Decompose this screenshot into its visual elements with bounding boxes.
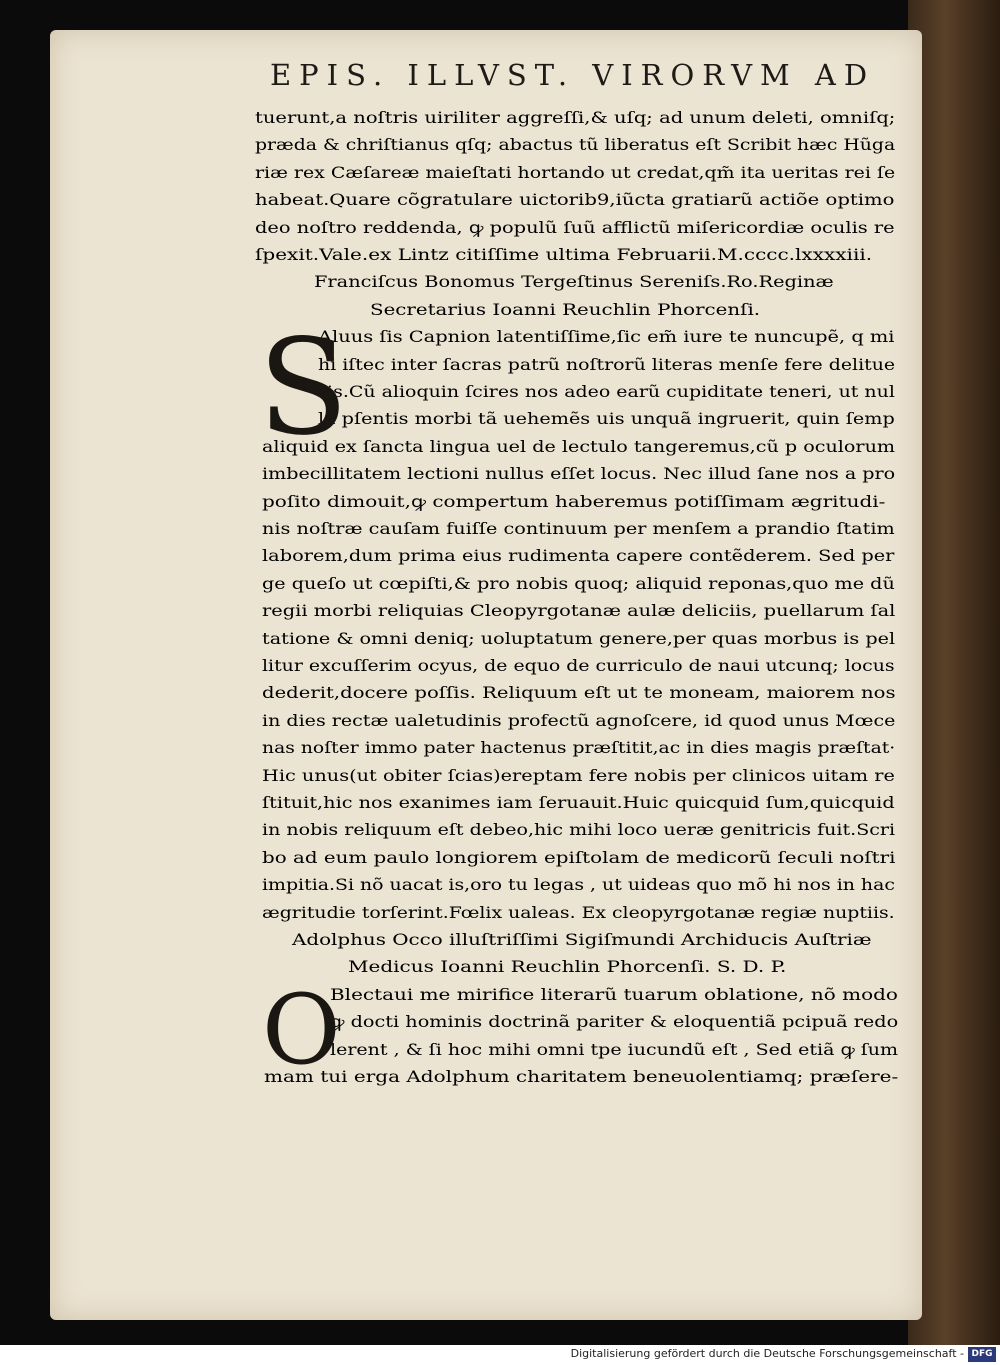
dfg-logo: DFG <box>968 1347 996 1362</box>
text-line: bo ad eum paulo longiorem epiſtolam de medicorũ ſeculi noſtri <box>262 847 896 867</box>
drop-cap-o: O <box>262 974 341 1086</box>
letter-heading: Adolphus Occo illuſtriſſimi Sigiſmundi Archiducis Auſtriæ <box>292 930 872 949</box>
text-line: lerent , & ſi hoc mihi omni tpe iucundũ eſt , Sed etiã ꝙ ſum <box>330 1039 899 1059</box>
running-head: EPIS. ILLVST. VIRORVM AD <box>270 58 876 92</box>
text-line: riæ rex Cæſareæ maieſtati hortando ut credat,qm̃ ita ueritas rei ſe <box>255 162 896 182</box>
text-line: ſpexit.Vale.ex Lintz citiſſime ultima Februarii.M.cccc.lxxxxiii. <box>255 245 873 264</box>
drop-cap-s: S <box>258 311 349 465</box>
text-line: præda & chriſtianus qſq; abactus tũ liberatus eſt Scribit hæc Hũga <box>255 135 896 155</box>
text-line: ſtituit,hic nos exanimes iam ſeruauit.Huic quicquid ſum,quicquid <box>262 793 895 812</box>
text-line: Aluus ſis Capnion latentiſſime,ſic em̃ iure te nuncupẽ, q mi <box>318 327 895 347</box>
text-line: in nobis reliquum eſt debeo,hic mihi loco ueræ genitricis fuit.Scri <box>262 820 896 840</box>
letter-heading: Medicus Ioanni Reuchlin Phorcenſi. S. D. P. <box>348 957 787 977</box>
text-line: imbecillitatem lectioni nullus eſſet locus. Nec illud ſane nos a pro <box>262 464 896 484</box>
text-line: habeat.Quare cõgratulare uictorib9,iũcta gratiarũ actiõe optimo <box>255 190 895 210</box>
text-line: nis noſtræ cauſam fuiſſe continuum per menſem a prandio ſtatim <box>262 519 895 538</box>
text-line: regii morbi reliquias Cleopyrgotanæ aulæ deliciis, puellarum ſal <box>262 601 896 621</box>
text-line: litur excuſſerim ocyus, de equo de curriculo de naui utcunq; locus <box>262 656 895 675</box>
text-line: impitia.Si nõ uacat is,oro tu legas , ut uideas quo mõ hi nos in hac <box>262 875 895 895</box>
text-line: dederit,docere poſſis. Reliquum eſt ut te moneam, maiorem nos <box>262 683 896 703</box>
text-line: poſito dimouit,ꝙ compertum haberemus potiſſimam ægritudi- <box>262 491 886 511</box>
text-line: ge queſo ut cœpiſti,& pro nobis quoq; aliquid reponas,quo me dũ <box>262 573 895 593</box>
letter-heading: Franciſcus Bonomus Tergeſtinus Sereniſs.Ro.Reginæ <box>314 272 834 292</box>
text-line: Hic unus(ut obiter ſcias)ereptam fere nobis per clinicos uitam re <box>262 765 895 785</box>
footer-credit: Digitalisierung gefördert durch die Deutsche Forschungsgemeinschaft - <box>570 1347 964 1360</box>
text-line: Blectaui me mirifice literarũ tuarum oblatione, nõ modo <box>330 984 898 1004</box>
text-line: hi iſtec inter ſacras patrũ noſtrorũ literas menſe fere delitue <box>318 354 896 374</box>
text-line: nas noſter immo pater hactenus præſtitit,ac in dies magis præſtat· <box>262 738 896 758</box>
letter-heading: Secretarius Ioanni Reuchlin Phorcenſi. <box>370 299 761 319</box>
text-line: ris.Cũ alioquin ſcires nos adeo earũ cupiditate teneri, ut nul <box>318 382 895 401</box>
text-line: ꝙ docti hominis doctrinã pariter & eloquentiã pcipuã redo <box>330 1012 899 1032</box>
footer-bar <box>0 1345 1000 1365</box>
text-line: ægritudie torſerint.Fœlix ualeas. Ex cleopyrgotanæ regiæ nuptiis. <box>262 902 895 922</box>
text-line: la pſentis morbi tã uehemẽs uis unquã ingruerit, quin ſemp <box>318 409 895 429</box>
text-line: in dies rectæ ualetudinis profectũ agnoſcere, id quod unus Mœce <box>262 710 896 730</box>
text-line: deo noſtro reddenda, ꝙ populũ ſuũ afflictũ miſericordiæ oculis re <box>255 217 895 237</box>
text-line: aliquid ex ſancta lingua uel de lectulo tangeremus,cũ p oculorum <box>262 436 896 456</box>
text-line: tatione & omni deniq; uoluptatum genere,per quas morbus is pel <box>262 628 896 648</box>
text-line: laborem,dum prima eius rudimenta capere contẽderem. Sed per <box>262 546 895 566</box>
text-line: mam tui erga Adolphum charitatem beneuolentiamq; præſere- <box>264 1067 899 1086</box>
text-line: tuerunt,a noſtris uiriliter aggreſſi,& uſq; ad unum deleti, omniſq; <box>255 108 896 127</box>
